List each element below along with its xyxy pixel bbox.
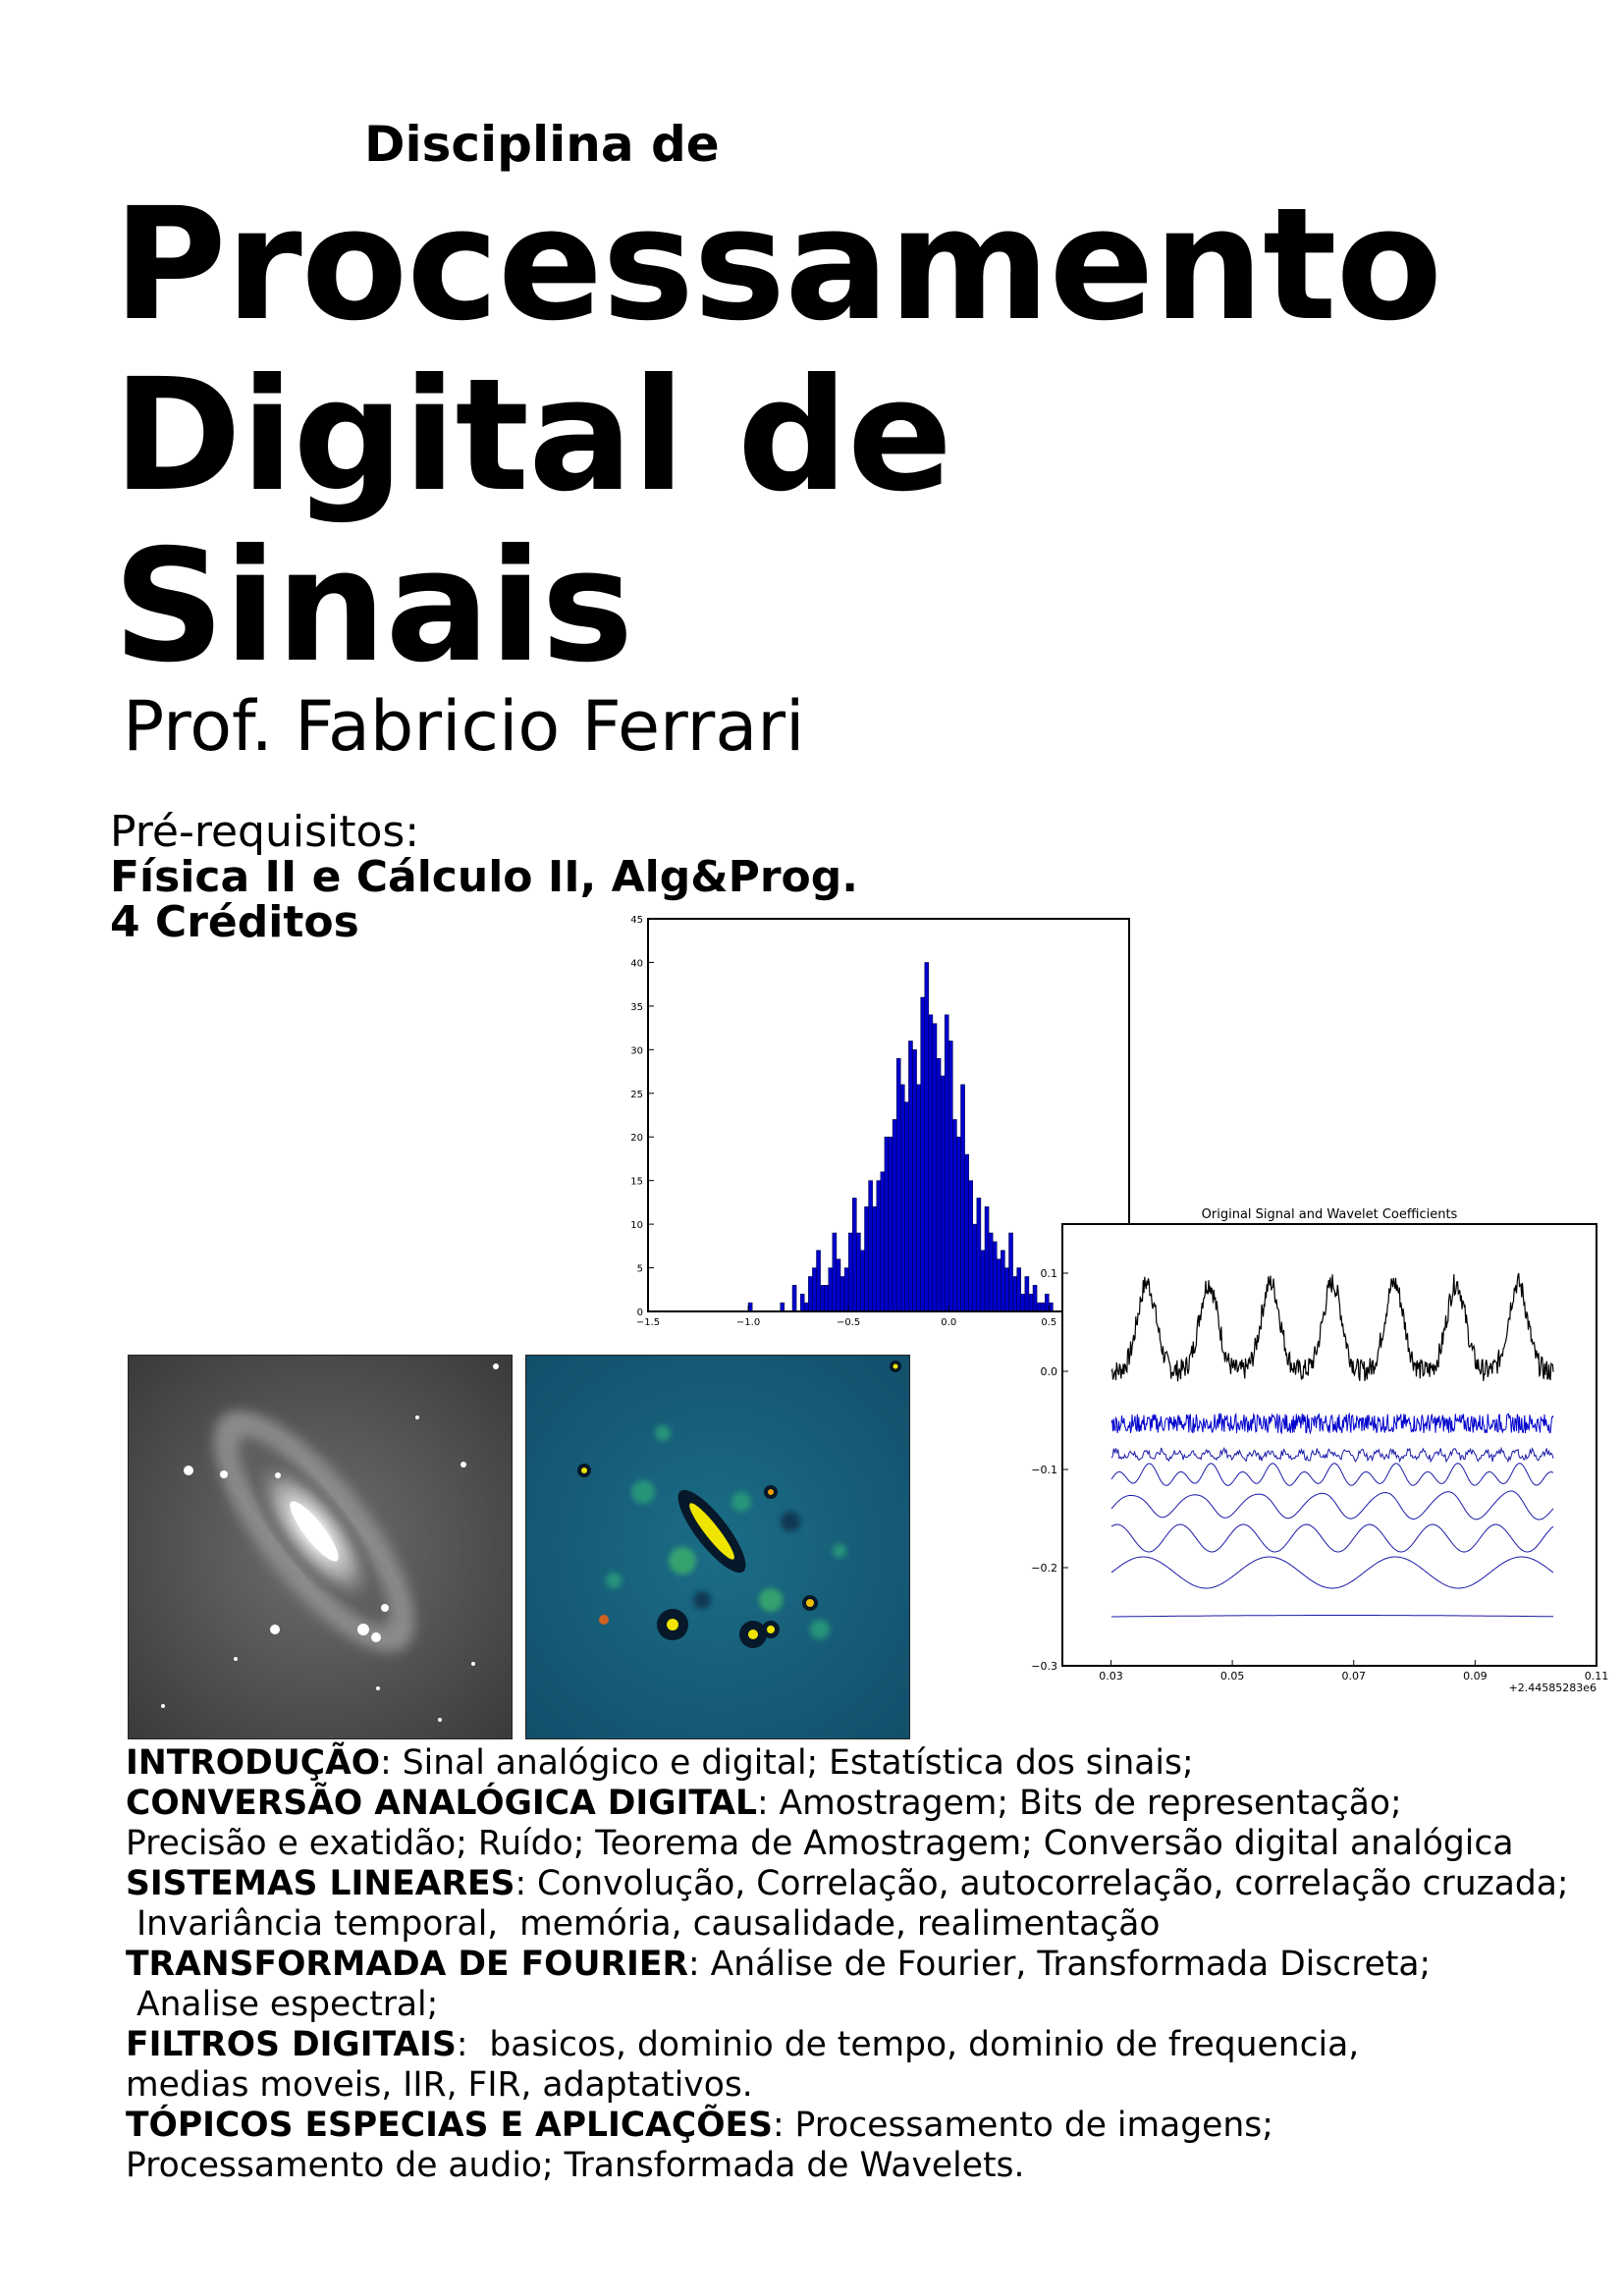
histogram-bar: [748, 1303, 752, 1311]
histogram-bar: [896, 1058, 900, 1311]
histogram-bar: [965, 1154, 969, 1311]
topic-title: FILTROS DIGITAIS: [126, 2025, 457, 2064]
topic-title: INTRODUÇÃO: [126, 1743, 381, 1783]
histogram-bar: [913, 1049, 917, 1311]
histogram-bar: [1009, 1233, 1013, 1311]
histogram-bar: [792, 1285, 796, 1311]
topics-list: [126, 1743, 1608, 2186]
topic-title: TRANSFORMADA DE FOURIER: [126, 1945, 689, 1984]
histogram-bar: [1013, 1276, 1017, 1311]
histogram-bar: [860, 1251, 864, 1311]
wavelet-x-tick-label: 0.11: [1584, 1670, 1609, 1682]
histogram-bar: [1001, 1251, 1004, 1311]
histogram-bar: [869, 1181, 873, 1311]
topic-text: : Amostragem; Bits de representação;: [756, 1784, 1402, 1823]
histogram-bar: [808, 1276, 812, 1311]
course-pre-title: Disciplina de: [364, 116, 720, 173]
histogram-bar: [877, 1181, 881, 1311]
histogram-y-tick-label: 35: [630, 1001, 643, 1013]
histogram-bar: [812, 1268, 816, 1311]
histogram-bar: [929, 1015, 933, 1311]
topic-text: : basicos, dominio de tempo, dominio de frequencia,: [456, 2025, 1360, 2064]
topic-line: [126, 1784, 1608, 1824]
topic-line: [126, 1743, 1608, 1784]
histogram-y-tick-label: 30: [630, 1045, 643, 1057]
histogram-bar: [889, 1137, 893, 1311]
histogram-bar: [804, 1303, 808, 1311]
wavelet-y-tick-label: −0.1: [1031, 1464, 1057, 1476]
histogram-bar: [829, 1268, 833, 1311]
histogram-bar: [825, 1285, 829, 1311]
histogram-bar: [833, 1233, 837, 1311]
histogram-bar: [989, 1233, 993, 1311]
wavelet-y-tick-label: −0.2: [1031, 1562, 1057, 1575]
topic-text: : Convolução, Correlação, autocorrelação, correlação cruzada;: [514, 1864, 1569, 1903]
histogram-bar: [948, 1041, 952, 1311]
topic-text: : Sinal analógico e digital; Estatística dos sinais;: [380, 1743, 1194, 1783]
title-line-1: Processamento: [113, 175, 1442, 355]
histogram-bar: [961, 1085, 965, 1311]
histogram-y-ticks: [630, 915, 654, 1318]
histogram-bar: [981, 1251, 985, 1311]
topic-title: CONVERSÃO ANALÓGICA DIGITAL: [126, 1784, 757, 1823]
histogram-x-tick-label: −0.5: [837, 1317, 861, 1328]
histogram-y-tick-label: 0: [636, 1308, 643, 1318]
galaxy-filtered-image: [525, 1355, 910, 1739]
wavelet-offset-label: +2.44585283e6: [1508, 1682, 1597, 1694]
wavelet-title: Original Signal and Wavelet Coefficients: [1201, 1207, 1458, 1222]
histogram-bar: [852, 1198, 856, 1311]
histogram-bar: [800, 1294, 804, 1311]
histogram-y-tick-label: 40: [630, 958, 643, 970]
histogram-bar: [969, 1181, 973, 1311]
wavelet-x-tick-label: 0.05: [1219, 1670, 1245, 1682]
histogram-bar: [873, 1206, 877, 1311]
wavelet-x-tick-label: 0.03: [1099, 1670, 1123, 1682]
histogram-x-tick-label: 0.5: [1041, 1317, 1057, 1328]
histogram-bar: [900, 1085, 904, 1311]
wavelet-chart: [1021, 1202, 1610, 1703]
topic-continuation: Invariância temporal, memória, causalidade, realimentação: [126, 1904, 1161, 1944]
histogram-y-tick-label: 15: [630, 1176, 643, 1188]
histogram-y-tick-label: 10: [630, 1220, 643, 1232]
wavelet-y-tick-label: 0.0: [1040, 1365, 1057, 1378]
topic-text: : Análise de Fourier, Transformada Discreta;: [688, 1945, 1432, 1984]
course-title: [113, 175, 1442, 697]
histogram-bar: [925, 962, 929, 1311]
histogram-bar: [908, 1041, 912, 1311]
histogram-x-tick-label: 0.0: [941, 1317, 957, 1328]
topic-continuation: Processamento de audio; Transformada de Wavelets.: [126, 2146, 1025, 2185]
topic-title: TÓPICOS ESPECIAS E APLICAÇÕES: [126, 2106, 773, 2145]
histogram-bar: [837, 1259, 840, 1311]
wavelet-x-tick-label: 0.09: [1463, 1670, 1488, 1682]
histogram-bars: [748, 962, 1053, 1311]
topic-continuation: Analise espectral;: [126, 1985, 439, 2024]
wavelet-x-tick-label: 0.07: [1341, 1670, 1366, 1682]
histogram-bar: [881, 1172, 885, 1311]
histogram-y-tick-label: 25: [630, 1089, 643, 1100]
histogram-bar: [941, 1076, 945, 1311]
prereq-label: Pré-requisitos:: [110, 807, 420, 857]
title-line-2: Digital de: [113, 346, 952, 526]
wavelet-y-tick-label: −0.3: [1031, 1660, 1057, 1673]
histogram-bar: [937, 1058, 941, 1311]
topic-line: [126, 1945, 1608, 1985]
histogram-bar: [848, 1233, 852, 1311]
histogram-bar: [885, 1137, 889, 1311]
histogram-bar: [973, 1224, 977, 1311]
histogram-y-tick-label: 20: [630, 1133, 643, 1145]
histogram-x-tick-label: −1.5: [635, 1317, 661, 1328]
professor-name: Prof. Fabricio Ferrari: [123, 686, 805, 767]
histogram-y-tick-label: 45: [630, 915, 643, 926]
histogram-bar: [865, 1206, 869, 1311]
histogram-bar: [904, 1102, 908, 1311]
histogram-bar: [985, 1206, 989, 1311]
histogram-bar: [781, 1303, 785, 1311]
prereq-value: Física II e Cálculo II, Alg&Prog.: [110, 852, 858, 902]
topic-line: [126, 2025, 1608, 2065]
histogram-bar: [993, 1242, 997, 1311]
topic-title: SISTEMAS LINEARES: [126, 1864, 515, 1903]
histogram-bar: [921, 997, 925, 1311]
topic-line: [126, 2106, 1608, 2146]
histogram-bar: [821, 1285, 825, 1311]
topic-line: [126, 1864, 1608, 1904]
histogram-bar: [840, 1276, 844, 1311]
histogram-bar: [1004, 1268, 1008, 1311]
histogram-bar: [917, 1085, 921, 1311]
title-line-3: Sinais: [113, 516, 633, 697]
histogram-bar: [933, 1024, 937, 1311]
credits: 4 Créditos: [110, 897, 359, 947]
histogram-y-tick-label: 5: [636, 1263, 643, 1275]
galaxy-grayscale-image: [128, 1355, 513, 1739]
topic-continuation: medias moveis, IIR, FIR, adaptativos.: [126, 2065, 753, 2105]
histogram-bar: [844, 1268, 848, 1311]
histogram-bar: [945, 1015, 948, 1311]
histogram-bar: [856, 1233, 860, 1311]
histogram-bar: [893, 1119, 896, 1311]
topic-text: : Processamento de imagens;: [772, 2106, 1273, 2145]
histogram-bar: [817, 1251, 821, 1311]
wavelet-y-tick-label: 0.1: [1040, 1267, 1057, 1280]
histogram-bar: [997, 1259, 1001, 1311]
topic-continuation: Precisão e exatidão; Ruído; Teorema de Amostragem; Conversão digital analógica: [126, 1824, 1514, 1863]
histogram-bar: [956, 1137, 960, 1311]
histogram-bar: [952, 1119, 956, 1311]
histogram-x-tick-label: −1.0: [735, 1317, 761, 1328]
histogram-bar: [977, 1198, 981, 1311]
